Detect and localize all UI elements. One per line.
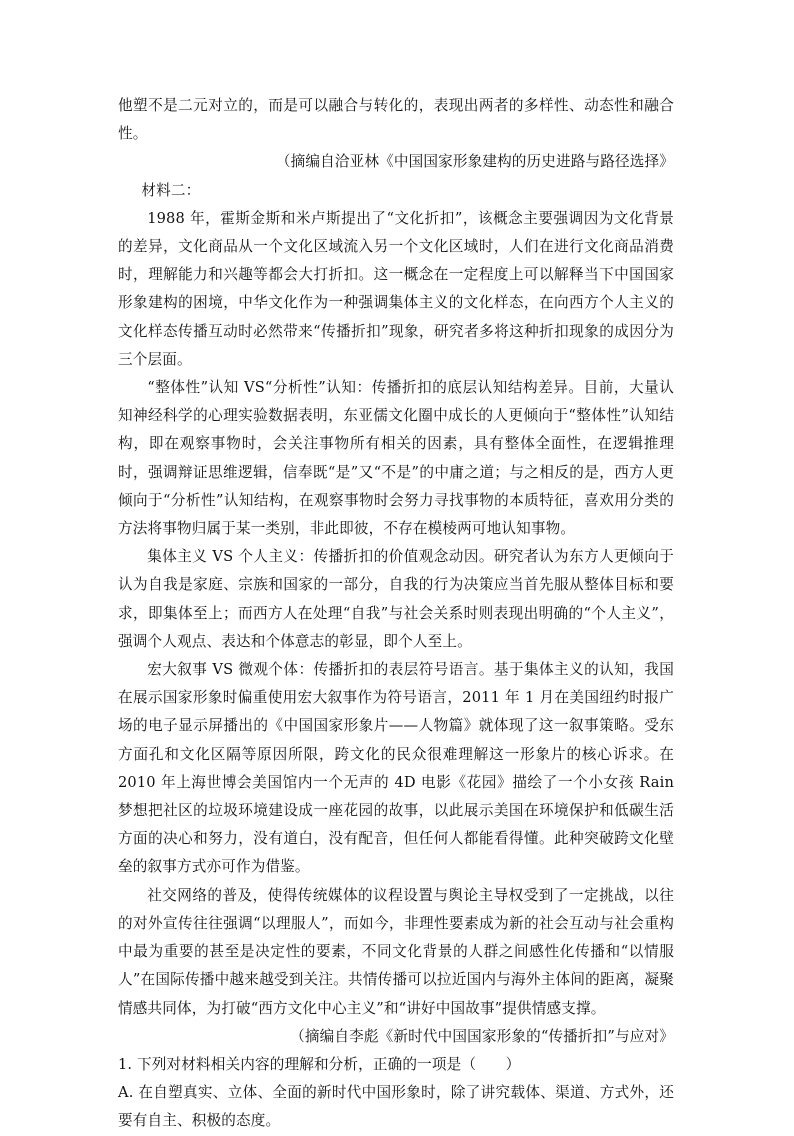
material1-closing-line: 他塑不是二元对立的，而是可以融合与转化的，表现出两者的多样性、动态性和融合性。 — [118, 97, 674, 143]
material2-paragraph-3: 集体主义 VS 个人主义：传播折扣的价值观念动因。研究者认为东方人更倾向于认为自我是家庭、宗族和国家的一部分，自我的行为决策应当首先服从整体目标和要求，即集体至上；而西方人在处理“自我”与社会关系时则表现出明确的“个人主义”，强调个人观点、表达和个体意志的彰显，即个人至上。 — [118, 548, 674, 650]
material2-source: （摘编自李彪《新时代中国国家形象的“传播折扣”与应对》 — [290, 1027, 674, 1045]
material1-source: （摘编自洽亚林《中国国家形象建构的历史进路与路径选择》 — [275, 153, 674, 171]
question-1-option-a: A. 在自塑真实、立体、全面的新时代中国形象时，除了讲究载体、渠道、方式外，还要有自主、积极的态度。 — [118, 1084, 674, 1130]
material2-paragraph-1: 1988 年，霍斯金斯和米卢斯提出了“文化折扣”，该概念主要强调因为文化背景的差异，文化商品从一个文化区域流入另一个文化区域时，人们在进行文化商品消费时，理解能力和兴趣等都会大打折扣。这一概念在一定程度上可以解释当下中国国家形象建构的困境，中华文化作为一种强调集体主义的文化样态，在向西方个人主义的文化样态传播互动时必然带来“传播折扣”现象，研究者多将这种折扣现象的成因分为三个层面。 — [118, 209, 674, 368]
material2-paragraph-2: “整体性”认知 VS“分析性”认知：传播折扣的底层认知结构差异。目前，大量认知神经科学的心理实验数据表明，东亚儒文化圈中成长的人更倾向于“整体性”认知结构，即在观察事物时，会关注事物所有相关的因素，具有整体全面性，在逻辑推理时，强调辩证思维逻辑，信奉既“是”又“不是”的中庸之道；与之相反的是，西方人更倾向于“分析性”认知结构，在观察事物时会努力寻找事物的本质特征，喜欢用分类的方法将事物归属于某一类别，非此即彼，不存在模棱两可地认知事物。 — [118, 379, 674, 538]
material2-paragraph-5: 社交网络的普及，使得传统媒体的议程设置与舆论主导权受到了一定挑战，以往的对外宣传往往强调“以理服人”，而如今，非理性要素成为新的社会互动与社会重构中最为重要的甚至是决定性的要素，不同文化背景的人群之间感性化传播和“以情服人”在国际传播中越来越受到关注。共情传播可以拉近国内与海外主体间的距离，凝聚情感共同体，为打破“西方文化中心主义”和“讲好中国故事”提供情感支撑。 — [118, 886, 674, 1017]
document-body — [118, 92, 674, 1136]
material2-label: 材料二： — [141, 181, 201, 199]
question-1: 1. 下列对材料相关内容的理解和分析，正确的一项是（ ） — [118, 1055, 521, 1073]
material2-paragraph-4: 宏大叙事 VS 微观个体：传播折扣的表层符号语言。基于集体主义的认知，我国在展示国家形象时偏重使用宏大叙事作为符号语言，2011 年 1 月在美国纽约时报广场的电子显示屏播出的《中国国家形象片——人物篇》就体现了这一叙事策略。受东方面孔和文化区隔等原因所限，跨文化的民众很难理解这一形象片的核心诉求。在 2010 年上海世博会美国馆内一个无声的 4D 电影《花园》描绘了一个小女孩 Rain 梦想把社区的垃圾环境建设成一座花园的故事，以此展示美国在环境保护和低碳生活方面的决心和努力，没有道白，没有配音，但任何人都能看得懂。此种突破跨文化壁垒的叙事方式亦可作为借鉴。 — [118, 661, 674, 876]
